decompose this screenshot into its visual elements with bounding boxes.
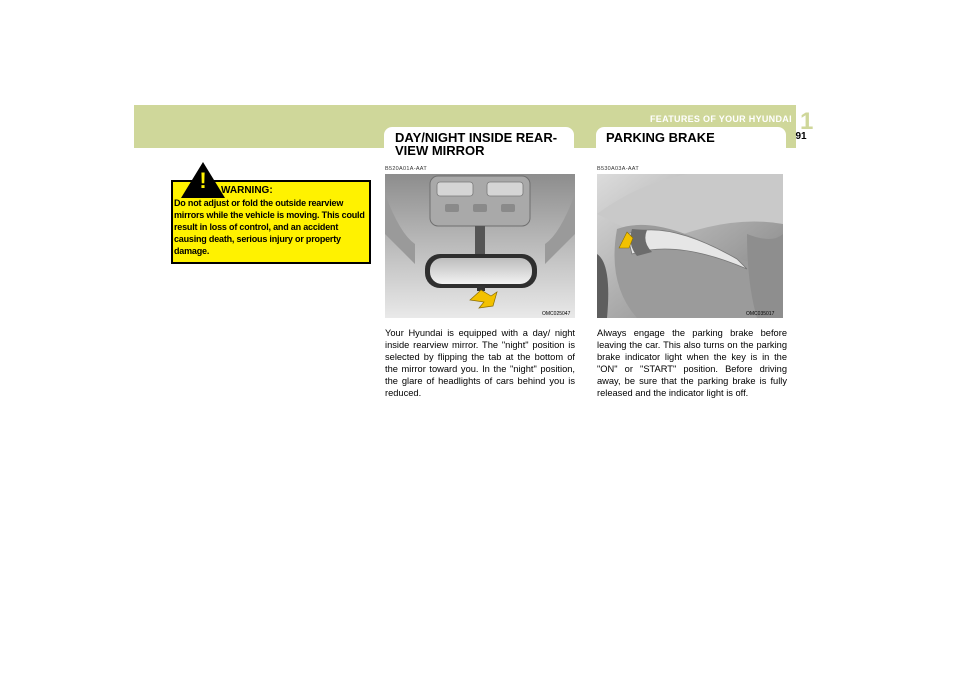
chapter-number: 1 xyxy=(800,108,814,135)
rearview-mirror-photo xyxy=(385,174,575,318)
warning-text: Do not adjust or fold the outside rearview mirrors while the vehicle is moving. This could result in loss of control, and an accident causing death, serious injury or property damage. xyxy=(174,198,365,256)
brake-section-title: PARKING BRAKE xyxy=(606,130,715,145)
warning-title: WARNING: xyxy=(221,185,273,196)
mirror-image-code: OMC025047 xyxy=(542,311,571,317)
mirror-section-title: DAY/NIGHT INSIDE REAR-VIEW MIRROR xyxy=(395,130,558,158)
parking-brake-photo xyxy=(597,174,783,318)
brake-image-code: OMC035017 xyxy=(746,311,775,317)
page-number: 91 xyxy=(795,131,807,142)
chapter-title: FEATURES OF YOUR HYUNDAI xyxy=(650,114,792,124)
brake-section-body: Always engage the parking brake before leaving the car. This also turns on the parking brake indicator light when the key is in the "ON" or "START" position. Before driving away, be sure that the parking brake is fully released and the indicator light is off. xyxy=(597,328,787,398)
mirror-section-body: Your Hyundai is equipped with a day/ night inside rearview mirror. The "night" position is selected by flipping the tab at the bottom of the mirror toward you. In the "night" position, the glare of headlights of cars behind you is reduced. xyxy=(385,328,575,398)
mirror-section-code: B520A01A-AAT xyxy=(385,166,428,172)
exclamation-icon: ! xyxy=(199,168,207,193)
brake-section-code: B530A03A-AAT xyxy=(597,166,640,172)
